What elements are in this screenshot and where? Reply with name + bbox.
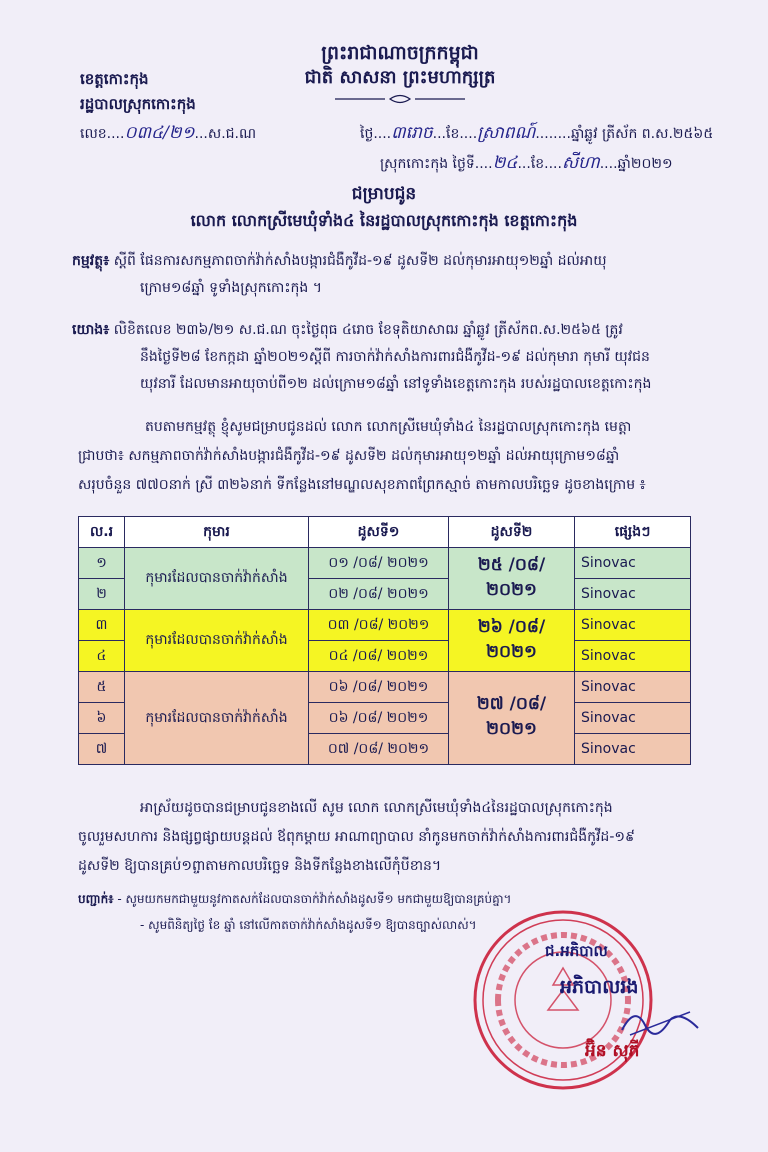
district-administration: រដ្ឋបាលស្រុកកោះកុង [80,95,196,113]
ornament-divider [330,92,470,106]
reference-number [80,122,256,147]
row-number: ១ [79,548,125,579]
reference-line-3: យុវនារី ដែលមានអាយុចាប់ពី១២ ដល់ក្រោម១៨ឆ្នាំ នៅទូទាំងខេត្តកោះកុង របស់រដ្ឋបាលខេត្តកោះកុង [140,376,652,392]
dose1-date: ០១ /០៨/ ២០២១ [309,548,449,579]
notes-label: បញ្ជាក់៖ [78,892,114,906]
table-row [79,610,691,641]
table-row [79,548,691,579]
reference-block [72,317,623,344]
note-1 [78,886,511,913]
col-header-dose2: ដូសទី២ [449,517,575,548]
reference-line-1: លិខិតលេខ ២៣៦/២១ ស.ជ.ណ ចុះថ្ងៃពុធ ៤រោច ខែទុតិយាសាឍ ឆ្នាំឆ្លូវ ត្រីស័កព.ស.២៥៦៥ ត្រូវ [113,322,623,338]
solar-date-prefix: ស្រុកកោះកុង ថ្ងៃទី.... [380,156,493,172]
closing-line-1: អាស្រ័យដូចបានជម្រាបជូនខាងលើ សូម លោក លោកស្រីមេឃុំទាំង៤នៃរដ្ឋបាលស្រុកកោះកុង [140,800,613,816]
ref-prefix: លេខ.... [80,126,125,142]
signatory-title: អភិបាលរង [560,976,639,998]
vaccine-name: Sinovac [575,641,691,672]
reference-line-2: នឹងថ្ងៃទី២៨ ខែកក្កដា ឆ្នាំ២០២១ស្តីពី ការចាក់វ៉ាក់សាំងការពារជំងឺកូវីដ-១៩ ដល់កុមារា កុមារី យុវជន [140,349,650,365]
col-header-no: ល.រ [79,517,125,548]
signatory-name: អ៊ិន សុភី [585,1041,640,1061]
subject-line-1: ស្តីពី ផែនការសកម្មភាពចាក់វ៉ាក់សាំងបង្ការជំងឺកូវីដ-១៩ ដូសទី២ ដល់កុមារអាយុ១២ឆ្នាំ ដល់អាយុ [113,253,607,269]
solar-month-handwritten: សីហា [561,153,600,173]
subject-line-2: ក្រោម១៨ឆ្នាំ ទូទាំងស្រុកកោះកុង ។ [140,280,322,296]
group-label-cell: កុមារដែលបានចាក់វ៉ាក់សាំង [125,610,309,672]
group-label-cell: កុមារដែលបានចាក់វ៉ាក់សាំង [125,672,309,765]
reference-label: យោង៖ [72,322,110,338]
subject-block [72,248,607,275]
dose2-date: ២៥ /០៨/ ២០២១ [449,548,575,610]
vaccination-schedule-table [78,516,691,765]
dose1-date: ០៤ /០៨/ ២០២១ [309,641,449,672]
dose1-date: ០៦ /០៨/ ២០២១ [309,703,449,734]
ref-number-handwritten: ០៣៤/២១ [124,123,195,143]
lunar-date [360,122,713,147]
notice-title: ជម្រាបជូន [351,184,417,204]
lunar-date-suffix: ........ឆ្នាំឆ្លូវ ត្រីស័ក ព.ស.២៥៦៥ [535,126,714,142]
col-header-dose1: ដូសទី១ [309,517,449,548]
dose1-date: ០៣ /០៨/ ២០២១ [309,610,449,641]
lunar-date-prefix: ថ្ងៃ.... [360,126,392,142]
province-name: ខេត្តកោះកុង [80,70,149,88]
ref-suffix: ...ស.ជ.ណ [194,126,257,142]
body-line-2: ជ្រាបថា៖ សកម្មភាពចាក់វ៉ាក់សាំងបង្ការជំងឺកូវីដ-១៩ ដូសទី២ ដល់កុមារអាយុ១២ឆ្នាំ ដល់អាយុក្រោម១៨ឆ្នាំ [78,448,620,464]
vaccine-name: Sinovac [575,610,691,641]
row-number: ៥ [79,672,125,703]
solar-date [380,152,673,177]
row-number: ៦ [79,703,125,734]
vaccine-name: Sinovac [575,548,691,579]
dose2-date: ២៦ /០៨/ ២០២១ [449,610,575,672]
vaccine-name: Sinovac [575,703,691,734]
signatory-title-prefix: ជ.អភិបាល [545,942,608,960]
table-header-row [79,517,691,548]
solar-date-mid: ...ខែ.... [517,156,562,172]
row-number: ៣ [79,610,125,641]
dose1-date: ០៦ /០៨/ ២០២១ [309,672,449,703]
note-2: - សូមពិនិត្យថ្ងៃ ខែ ឆ្នាំ នៅលើកាតចាក់វ៉ាក់សាំងដូសទី១ ឱ្យបានច្បាស់លាស់។ [140,918,477,932]
recipients-line: លោក លោកស្រីមេឃុំទាំង៤ នៃរដ្ឋបាលស្រុកកោះកុង ខេត្តកោះកុង [190,211,578,230]
row-number: ៤ [79,641,125,672]
dose1-date: ០៧ /០៨/ ២០២១ [309,734,449,765]
row-number: ២ [79,579,125,610]
solar-date-suffix: ....ឆ្នាំ២០២១ [599,156,673,172]
vaccine-name: Sinovac [575,579,691,610]
body-line-1: តបតាមកម្មវត្ថុ ខ្ញុំសូមជម្រាបជូនដល់ លោក លោកស្រីមេឃុំទាំង៤ នៃរដ្ឋបាលស្រុកកោះកុង មេត្តា [145,419,632,435]
lunar-month-handwritten: ស្រាពណ៍ [477,123,536,143]
dose1-date: ០២ /០៨/ ២០២១ [309,579,449,610]
lunar-day-handwritten: ៣រោច [391,123,433,143]
dose2-date: ២៧ /០៨/ ២០២១ [449,672,575,765]
solar-day-handwritten: ២៤ [492,153,518,173]
closing-line-3: ដូសទី២ ឱ្យបានគ្រប់១ព្ចាតាមកាលបរិច្ឆេទ និងទីកន្លែងខាងលើកុំបីខាន។ [78,858,442,874]
vaccine-name: Sinovac [575,734,691,765]
row-number: ៧ [79,734,125,765]
subject-label: កម្មវត្ថុ៖ [72,253,110,269]
col-header-other: ផ្សេងៗ [575,517,691,548]
handwritten-signature [620,1000,700,1040]
note-1-text: - សូមយកមកជាមួយនូវកាតសក់ដែលបានចាក់វ៉ាក់សាំងដូសទី១ មកជាមួយឱ្យបានគ្រប់គ្នា។ [117,892,512,906]
lunar-date-mid: ...ខែ.... [432,126,478,142]
vaccine-name: Sinovac [575,672,691,703]
closing-line-2: ចូលរួមសហការ និងផ្សព្វផ្សាយបន្តដល់ ឪពុកម្តាយ អាណាព្យាបាល នាំកូនមកចាក់វ៉ាក់សាំងការពារជំងឺកូវីដ-១៩ [78,829,635,845]
kingdom-heading: ព្រះរាជាណាចក្រកម្ពុជា [321,42,479,64]
table-row [79,672,691,703]
group-label-cell: កុមារដែលបានចាក់វ៉ាក់សាំង [125,548,309,610]
col-header-children: កុមារ [125,517,309,548]
body-line-3: សរុបចំនួន ៧៧០នាក់ ស្រី ៣២៦នាក់ ទីកន្លែងនៅមណ្ឌលសុខភាពព្រែកស្មាច់ តាមកាលបរិច្ឆេទ ដូចខាងក្រោម ៖ [78,477,646,493]
nation-motto: ជាតិ សាសនា ព្រះមហាក្សត្រ [304,67,496,88]
